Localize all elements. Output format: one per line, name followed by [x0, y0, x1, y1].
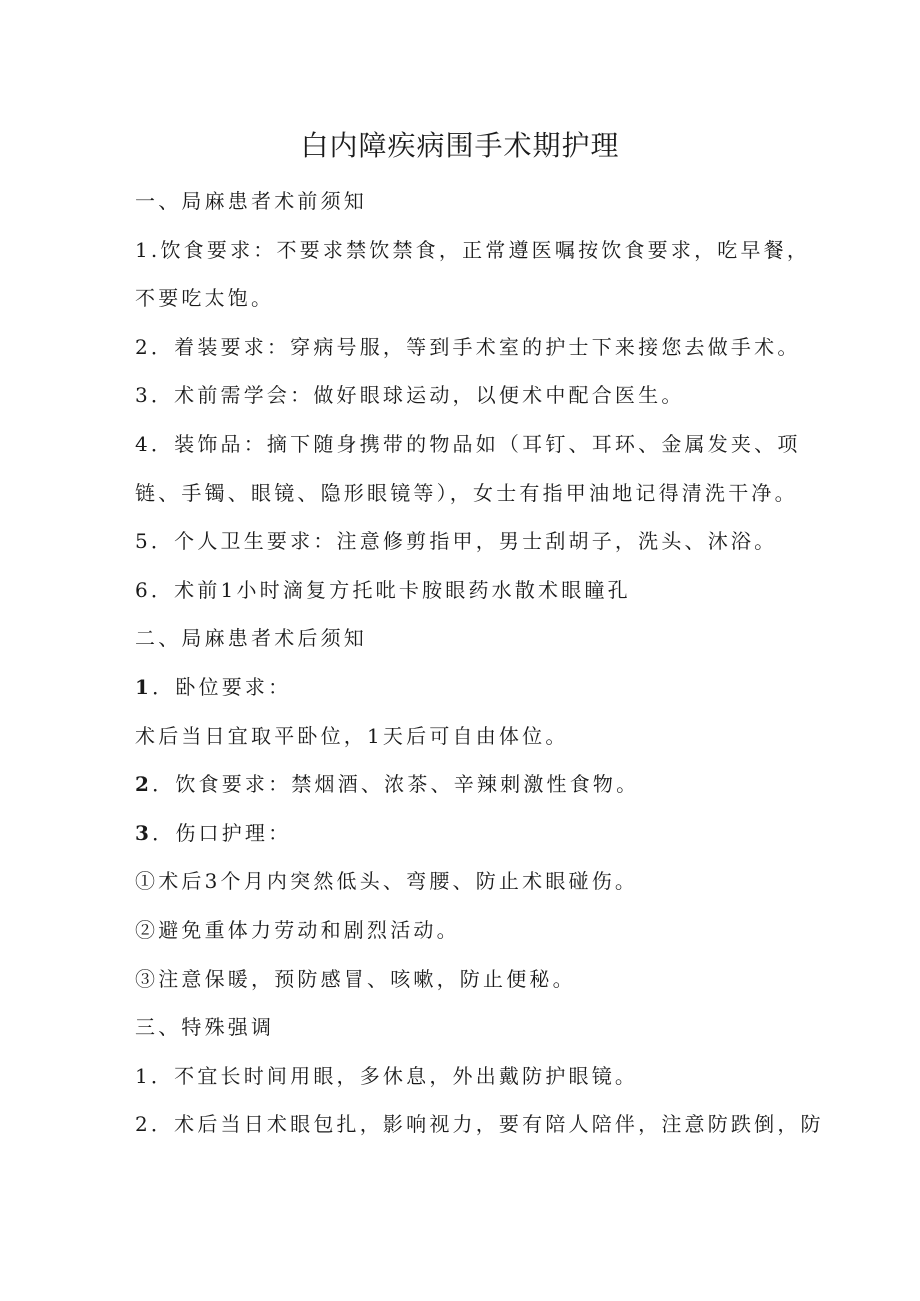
item-number: 3: [135, 820, 153, 845]
item-number: 1: [135, 674, 153, 699]
preop-item-hygiene: 5．个人卫生要求：注意修剪指甲，男士刮胡子，洗头、沐浴。: [135, 529, 778, 554]
item-number: 2: [135, 772, 153, 797]
item-text: ．饮食要求：禁烟酒、浓茶、辛辣刺激性食物。: [152, 772, 640, 797]
document-title: 白内障疾病围手术期护理: [300, 129, 620, 162]
postop-item-wound-care: [135, 809, 787, 858]
wound-care-point-3: ③注意保暖，预防感冒、咳嗽，防止便秘。: [135, 966, 576, 991]
document-body: [135, 177, 824, 1149]
preop-item-accessories-continued: 链、手镯、眼镜、隐形眼镜等），女士有指甲油地记得清洗干净。: [135, 480, 798, 505]
wound-care-point-2: ②避免重体力劳动和剧烈活动。: [135, 917, 460, 942]
wound-care-point-1: ①术后3个月内突然低头、弯腰、防止术眼碰伤。: [135, 869, 639, 894]
postop-item-diet: [135, 760, 787, 809]
postop-item-position: [135, 663, 787, 712]
preop-item-eye-drops: 6．术前1小时滴复方托吡卡胺眼药水散术眼瞳孔: [135, 577, 631, 602]
section-heading-special: 三、特殊强调: [135, 1015, 275, 1040]
special-item-bandage: 2．术后当日术眼包扎，影响视力，要有陪人陪伴，注意防跌倒，防: [135, 1112, 824, 1137]
special-item-eye-rest: 1．不宜长时间用眼，多休息，外出戴防护眼镜。: [135, 1063, 639, 1088]
item-text: ．卧位要求：: [152, 674, 292, 699]
preop-item-clothing: 2．着装要求：穿病号服，等到手术室的护士下来接您去做手术。: [135, 334, 801, 359]
preop-item-diet: 1.饮食要求：不要求禁饮禁食，正常遵医嘱按饮食要求，吃早餐，: [135, 237, 811, 262]
section-heading-postop: 二、局麻患者术后须知: [135, 626, 367, 651]
preop-item-accessories: 4．装饰品：摘下随身携带的物品如（耳钉、耳环、金属发夹、项: [135, 431, 801, 456]
section-heading-preop: 一、局麻患者术前须知: [135, 189, 367, 213]
item-text: ．伤口护理：: [152, 820, 292, 845]
postop-position-detail: 术后当日宜取平卧位，1天后可自由体位。: [135, 723, 569, 748]
preop-item-diet-continued: 不要吃太饱。: [135, 286, 275, 311]
preop-item-eye-exercise: 3．术前需学会：做好眼球运动，以便术中配合医生。: [135, 383, 685, 408]
